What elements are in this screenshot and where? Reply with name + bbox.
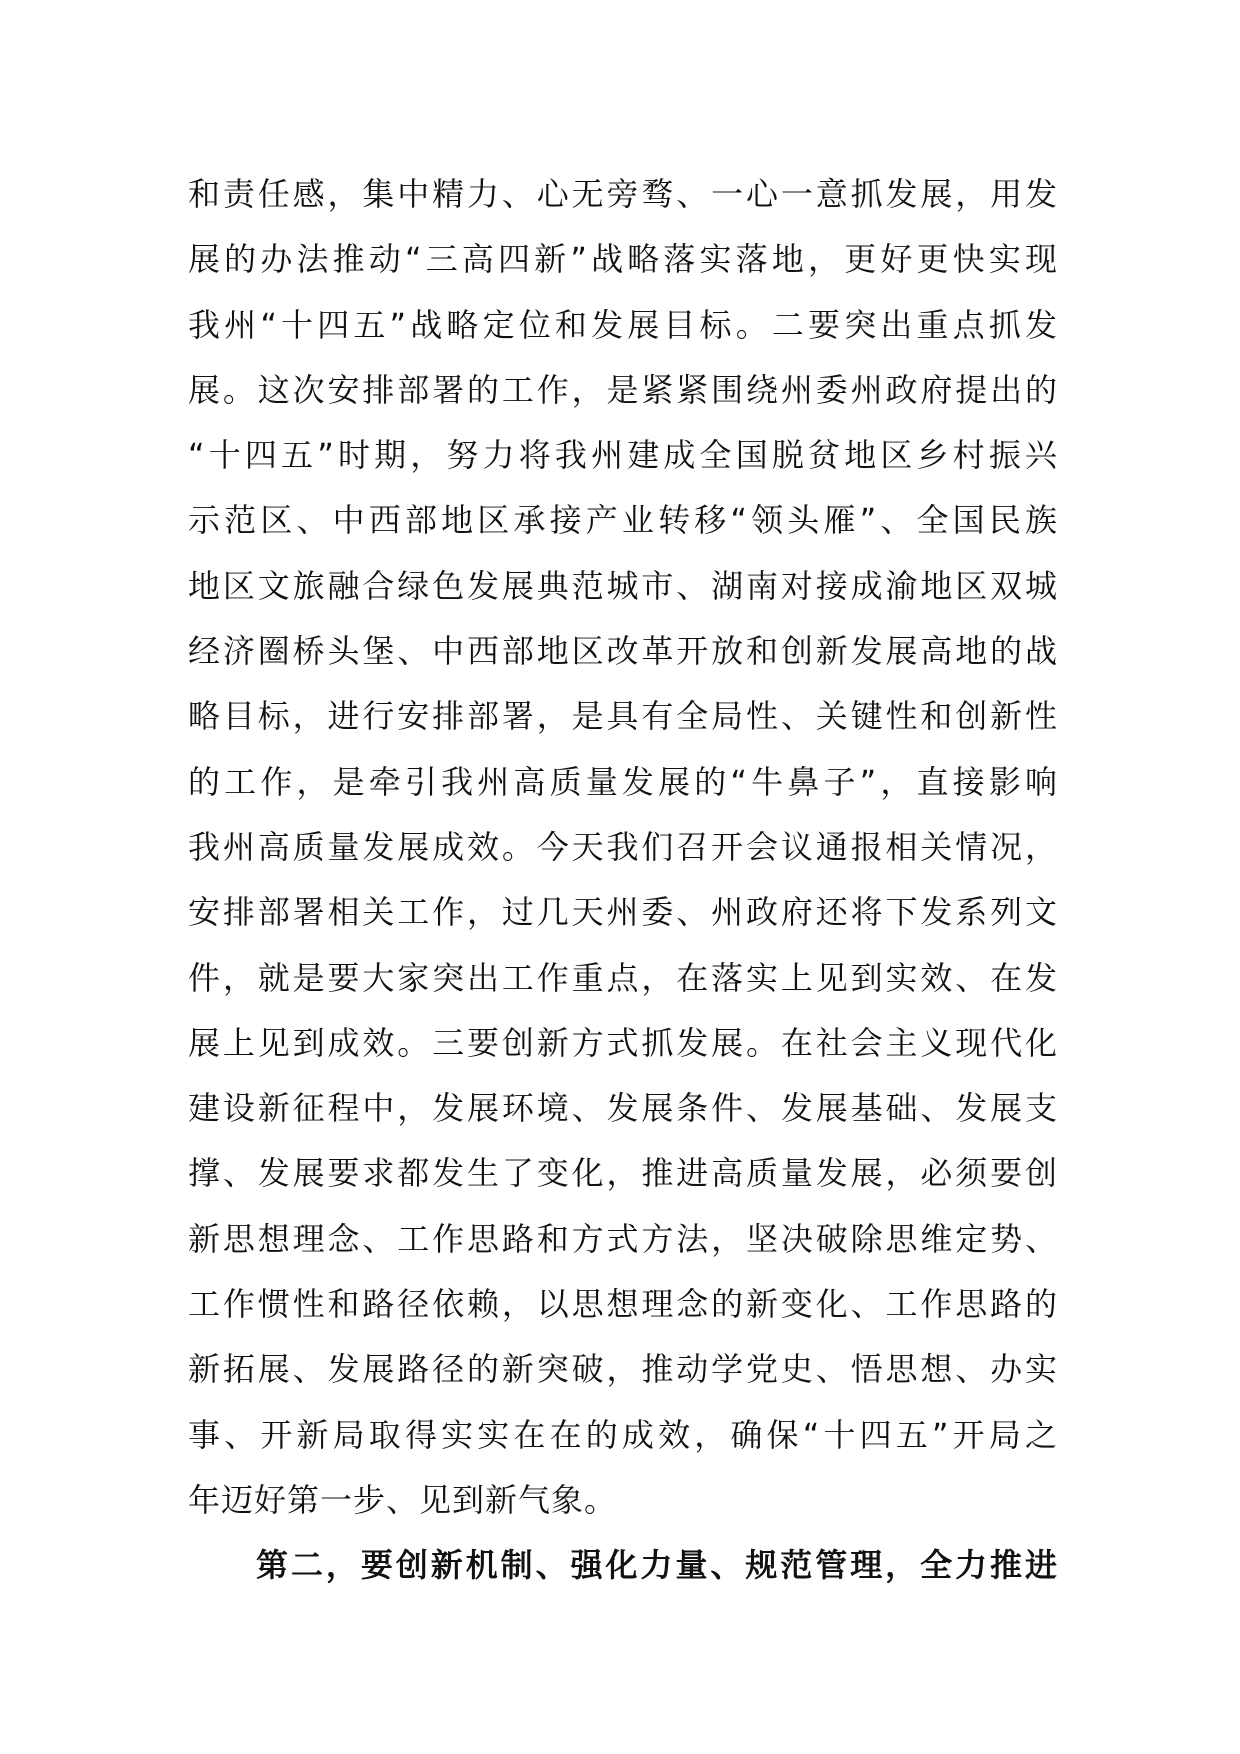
- text-line: 事、开新局取得实实在在的成效，确保“十四五”开局之: [188, 1415, 1058, 1454]
- text-line: 新拓展、发展路径的新突破，推动学党史、悟思想、办实: [188, 1350, 1058, 1389]
- text-line: 建设新征程中，发展环境、发展条件、发展基础、发展支: [188, 1089, 1058, 1128]
- text-line: 略目标，进行安排部署，是具有全局性、关键性和创新性: [188, 697, 1058, 736]
- text-line: 经济圈桥头堡、中西部地区改革开放和创新发展高地的战: [188, 632, 1058, 671]
- text-line: 展上见到成效。三要创新方式抓发展。在社会主义现代化: [188, 1023, 1058, 1062]
- text-line: 安排部署相关工作，过几天州委、州政府还将下发系列文: [188, 893, 1058, 932]
- text-line: 示范区、中西部地区承接产业转移“领头雁”、全国民族: [188, 501, 1058, 540]
- text-line: 地区文旅融合绿色发展典范城市、湖南对接成渝地区双城: [188, 566, 1058, 605]
- text-line: 工作惯性和路径依赖，以思想理念的新变化、工作思路的: [188, 1285, 1058, 1324]
- paragraph-end-line: 年迈好第一步、见到新气象。: [188, 1480, 618, 1519]
- text-line: 件，就是要大家突出工作重点，在落实上见到实效、在发: [188, 958, 1058, 997]
- body-text: [188, 162, 1058, 1599]
- text-line: 的工作，是牵引我州高质量发展的“牛鼻子”，直接影响: [188, 762, 1058, 801]
- section-heading: 第二，要创新机制、强化力量、规范管理，全力推进: [256, 1546, 1058, 1585]
- text-line: 我州高质量发展成效。今天我们召开会议通报相关情况，: [188, 827, 1058, 866]
- text-line: 展的办法推动“三高四新”战略落实落地，更好更快实现: [188, 240, 1058, 279]
- text-line: “十四五”时期，努力将我州建成全国脱贫地区乡村振兴: [188, 436, 1058, 475]
- text-line: 撑、发展要求都发生了变化，推进高质量发展，必须要创: [188, 1154, 1058, 1193]
- text-line: 我州“十四五”战略定位和发展目标。二要突出重点抓发: [188, 305, 1058, 344]
- text-line: 展。这次安排部署的工作，是紧紧围绕州委州政府提出的: [188, 370, 1058, 409]
- text-line: 新思想理念、工作思路和方式方法，坚决破除思维定势、: [188, 1219, 1058, 1258]
- text-line: 和责任感，集中精力、心无旁骛、一心一意抓发展，用发: [188, 175, 1058, 213]
